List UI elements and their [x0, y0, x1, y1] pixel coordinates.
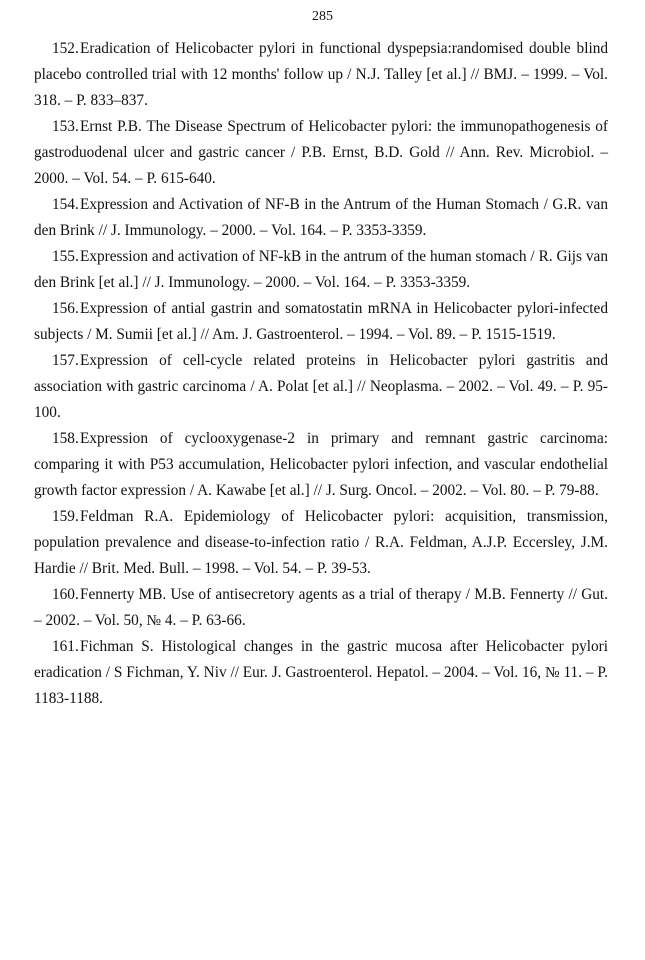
reference-item	[34, 348, 608, 426]
reference-item	[34, 296, 608, 348]
reference-item	[34, 634, 608, 712]
reference-item	[34, 114, 608, 192]
reference-text: Feldman R.A. Epidemiology of Helicobacter pylori: acquisition, transmission, population prevalence and disease-to-infection ratio / R.A. Feldman, A.J.P. Eccersley, J.M. Hardie // Brit. Med. Bull. – 1998. – Vol. 54. – P. 39-53.	[34, 508, 608, 577]
page-number: 285	[312, 9, 333, 24]
reference-number: 152.	[52, 40, 79, 57]
reference-item	[34, 582, 608, 634]
reference-item	[34, 426, 608, 504]
reference-item	[34, 192, 608, 244]
reference-text: Expression and Activation of NF-B in the Antrum of the Human Stomach / G.R. van den Brink // J. Immunology. – 2000. – Vol. 164. – P. 3353-3359.	[34, 196, 608, 239]
reference-text: Eradication of Helicobacter pylori in functional dyspepsia:randomised double blind placebo controlled trial with 12 months' follow up / N.J. Talley [et al.] // BMJ. – 1999. – Vol. 318. – P. 833–837.	[34, 40, 608, 109]
reference-text: Ernst P.B. The Disease Spectrum of Helicobacter pylori: the immunopathogenesis of gastroduodenal ulcer and gastric cancer / P.B. Ernst, B.D. Gold // Ann. Rev. Microbiol. – 2000. – Vol. 54. – P. 615-640.	[34, 118, 608, 187]
reference-text: Fichman S. Histological changes in the gastric mucosa after Helicobacter pylori eradication / S Fichman, Y. Niv // Eur. J. Gastroenterol. Hepatol. – 2004. – Vol. 16, № 11. – P. 1183-1188.	[34, 638, 608, 707]
reference-number: 159.	[52, 508, 79, 525]
reference-text: Fennerty MB. Use of antisecretory agents as a trial of therapy / M.B. Fennerty // Gut. – 2002. – Vol. 50, № 4. – P. 63-66.	[34, 586, 608, 629]
reference-number: 160.	[52, 586, 79, 603]
reference-text: Expression and activation of NF-kB in the antrum of the human stomach / R. Gijs van den Brink [et al.] // J. Immunology. – 2000. – Vol. 164. – P. 3353-3359.	[34, 248, 608, 291]
reference-text: Expression of cyclooxygenase-2 in primary and remnant gastric carcinoma: comparing it with P53 accumulation, Helicobacter pylori infection, and vascular endothelial growth factor expression / A. Kawabe [et al.] // J. Surg. Oncol. – 2002. – Vol. 80. – P. 79-88.	[34, 430, 608, 499]
reference-item	[34, 36, 608, 114]
reference-number: 161.	[52, 638, 79, 655]
reference-text: Expression of antial gastrin and somatostatin mRNA in Helicobacter pylori-infected subjects / M. Sumii [et al.] // Am. J. Gastroenterol. – 1994. – Vol. 89. – P. 1515-1519.	[34, 300, 608, 343]
reference-number: 155.	[52, 248, 79, 265]
reference-number: 157.	[52, 352, 79, 369]
reference-list	[34, 36, 608, 712]
reference-item	[34, 504, 608, 582]
reference-number: 158.	[52, 430, 79, 447]
reference-text: Expression of cell-cycle related proteins in Helicobacter pylori gastritis and association with gastric carcinoma / A. Polat [et al.] // Neoplasma. – 2002. – Vol. 49. – P. 95-100.	[34, 352, 608, 421]
reference-number: 156.	[52, 300, 79, 317]
reference-number: 154.	[52, 196, 79, 213]
reference-number: 153.	[52, 118, 79, 135]
reference-item	[34, 244, 608, 296]
